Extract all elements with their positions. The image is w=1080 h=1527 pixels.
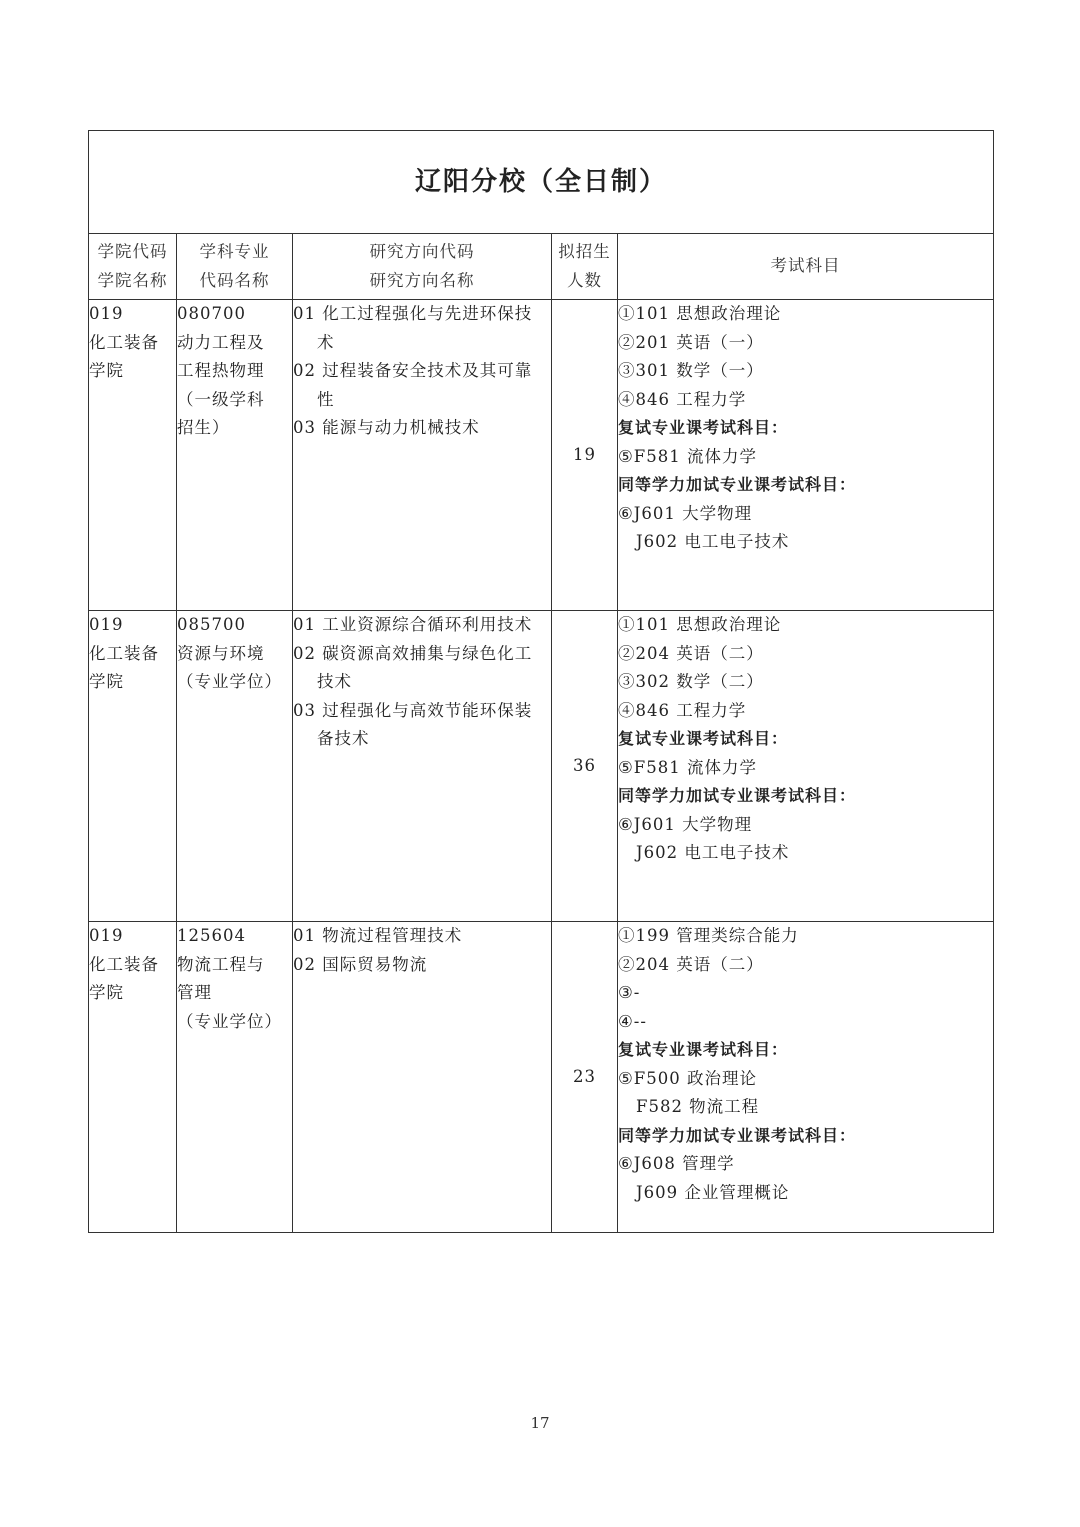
page-number: 17 <box>530 1414 550 1432</box>
college-cell: 019 化工装备 学院 <box>89 611 177 922</box>
direction-cell: 01 化工过程强化与先进环保技 术 02 过程装备安全技术及其可靠 性 03 能源与动力机械技术 <box>293 300 552 611</box>
direction-cell: 01 工业资源综合循环利用技术 02 碳资源高效捕集与绿色化工 技术 03 过程强化与高效节能环保装 备技术 <box>293 611 552 922</box>
header-major: 学科专业 代码名称 <box>177 234 293 300</box>
college-cell: 019 化工装备 学院 <box>89 300 177 611</box>
table-row <box>89 611 994 922</box>
header-direction: 研究方向代码 研究方向名称 <box>293 234 552 300</box>
table-row <box>89 922 994 1233</box>
major-cell: 085700 资源与环境 （专业学位） <box>177 611 293 922</box>
table-row <box>89 300 994 611</box>
major-cell: 080700 动力工程及 工程热物理 （一级学科 招生） <box>177 300 293 611</box>
college-cell: 019 化工装备 学院 <box>89 922 177 1233</box>
enrollment-cell: 23 <box>552 922 618 1233</box>
direction-cell: 01 物流过程管理技术 02 国际贸易物流 <box>293 922 552 1233</box>
header-college: 学院代码 学院名称 <box>89 234 177 300</box>
exam-cell: ①101 思想政治理论 ②204 英语（二） ③302 数学（二） ④846 工程力学 复试专业课考试科目： ⑤F581 流体力学 同等学力加试专业课考试科目： ⑥J601 大学物理 J602 电工电子技术 <box>618 611 994 922</box>
exam-cell: ①199 管理类综合能力 ②204 英语（二） ③- ④-- 复试专业课考试科目： ⑤F500 政治理论 F582 物流工程 同等学力加试专业课考试科目： ⑥J608 管理学 J609 企业管理概论 <box>618 922 994 1233</box>
table-title: 辽阳分校（全日制） <box>89 131 994 234</box>
header-row <box>89 234 994 300</box>
major-cell: 125604 物流工程与 管理 （专业学位） <box>177 922 293 1233</box>
header-enrollment: 拟招生 人数 <box>552 234 618 300</box>
header-exam: 考试科目 <box>618 234 994 300</box>
exam-cell: ①101 思想政治理论 ②201 英语（一） ③301 数学（一） ④846 工程力学 复试专业课考试科目： ⑤F581 流体力学 同等学力加试专业课考试科目： ⑥J601 大学物理 J602 电工电子技术 <box>618 300 994 611</box>
enrollment-table <box>88 130 994 1233</box>
enrollment-cell: 36 <box>552 611 618 922</box>
enrollment-cell: 19 <box>552 300 618 611</box>
